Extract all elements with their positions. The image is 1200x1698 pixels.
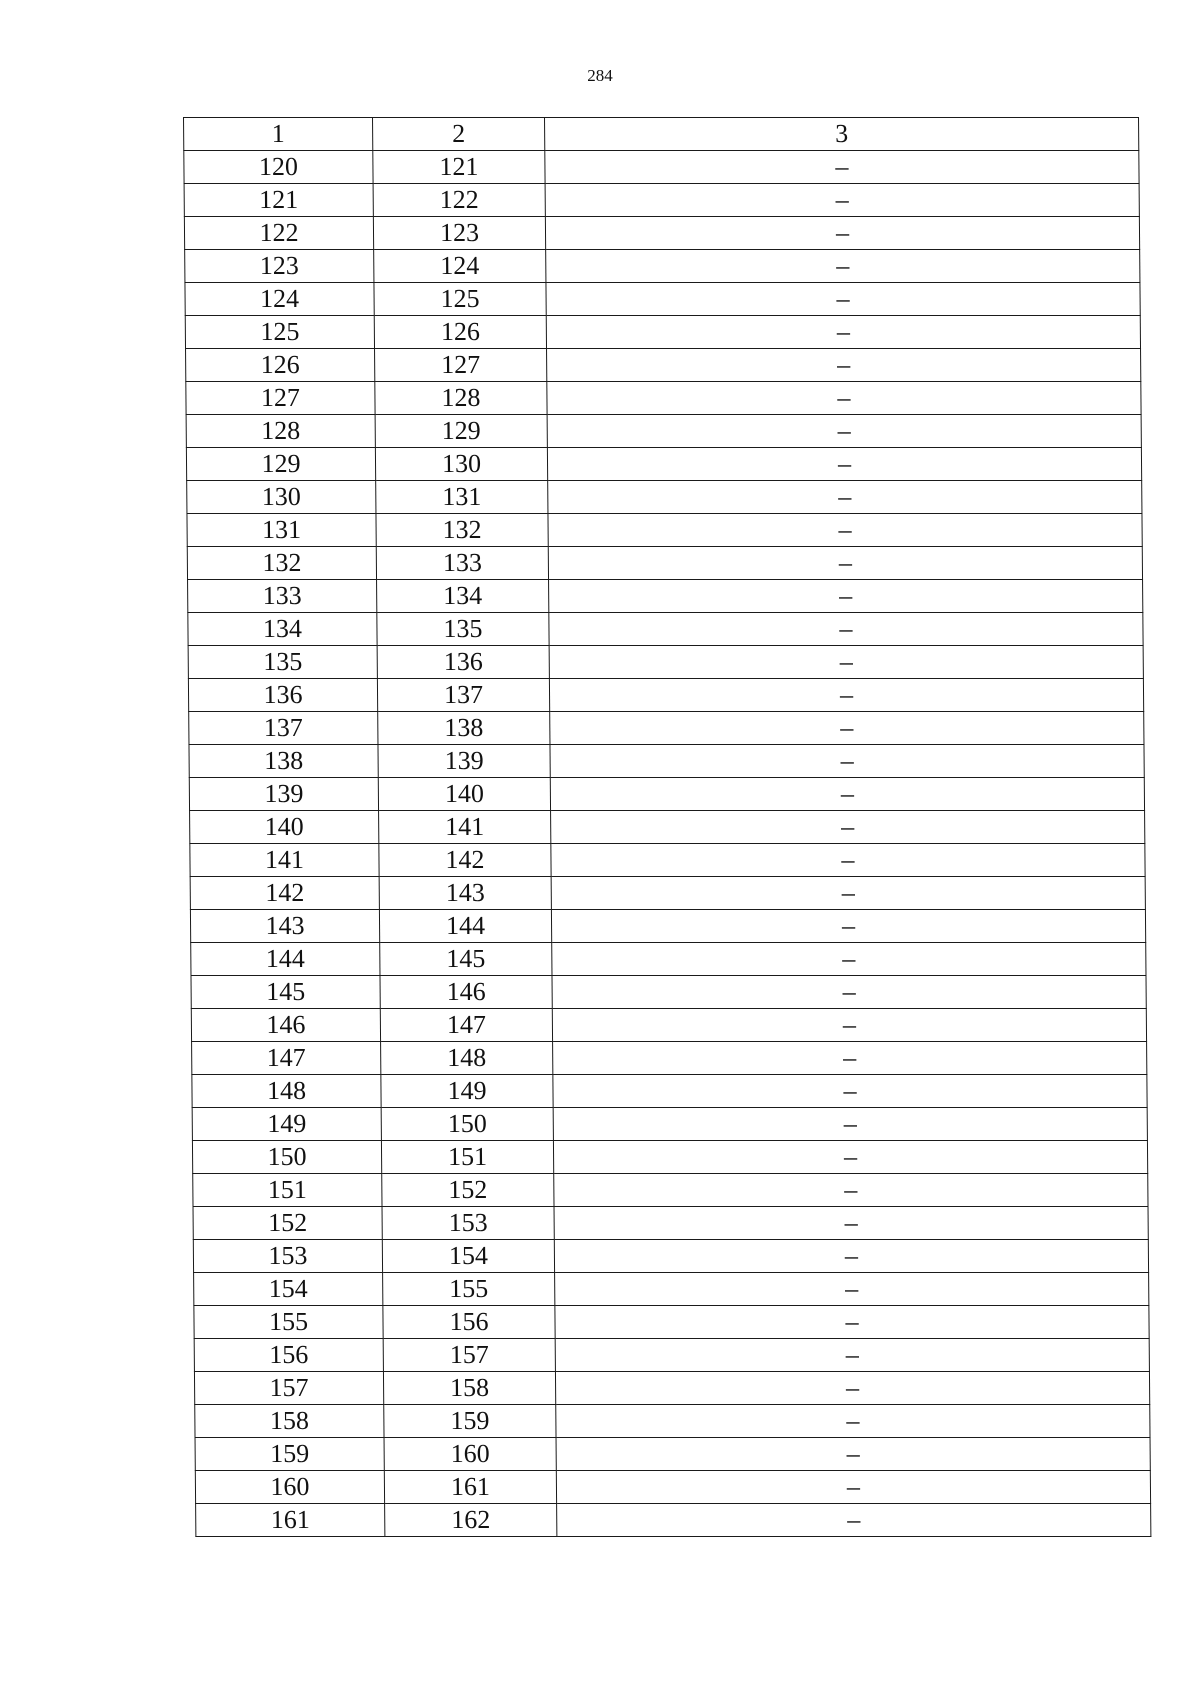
table-cell-col-3: – [554,1174,1148,1207]
table-cell-col-3: – [546,250,1140,283]
table-cell-col-2: 153 [382,1207,554,1240]
table-cell-col-1: 127 [186,382,375,415]
table-cell-col-2: 130 [375,448,547,481]
table-cell-col-3: – [550,745,1144,778]
table-row [192,1042,1147,1075]
table-cell-col-1: 148 [192,1075,381,1108]
table-cell-col-1: 143 [190,910,379,943]
table-row [194,1372,1149,1405]
table-cell-col-1: 155 [194,1306,383,1339]
table-cell-col-3: – [546,283,1140,316]
table-cell-col-2: 129 [375,415,547,448]
table-row [186,349,1141,382]
table-row [185,316,1140,349]
table-cell-col-3: – [548,514,1142,547]
table-cell-col-3: – [554,1207,1148,1240]
table-cell-col-1: 156 [194,1339,383,1372]
table-row [193,1240,1148,1273]
table-cell-col-2: 154 [382,1240,554,1273]
table-cell-col-1: 141 [190,844,379,877]
table-cell-col-2: 123 [373,217,545,250]
table-cell-col-1: 151 [193,1174,382,1207]
table-cell-col-3: – [549,613,1143,646]
table-cell-col-1: 158 [195,1405,384,1438]
table-cell-col-1: 128 [186,415,375,448]
table-cell-col-2: 127 [375,349,547,382]
table-cell-col-1: 125 [185,316,374,349]
table-cell-col-3: – [556,1438,1150,1471]
table-cell-col-3: – [553,1108,1147,1141]
table-cell-col-1: 120 [184,151,373,184]
table-cell-col-1: 147 [192,1042,381,1075]
table-cell-col-1: 121 [184,184,373,217]
table-cell-col-1: 145 [191,976,380,1009]
table-cell-col-3: – [548,547,1142,580]
table-cell-col-3: – [557,1504,1151,1537]
table-cell-col-1: 134 [188,613,377,646]
table-cell-col-2: 138 [378,712,550,745]
table-row [192,1141,1147,1174]
table-cell-col-1: 124 [185,283,374,316]
table-row [189,778,1144,811]
table-cell-col-1: 142 [190,877,379,910]
table-cell-col-2: 152 [382,1174,554,1207]
table-cell-col-1: 154 [194,1273,383,1306]
table-cell-col-2: 122 [373,184,545,217]
table-cell-col-1: 129 [186,448,375,481]
table-row [192,1075,1147,1108]
table-row [190,844,1145,877]
table-cell-col-2: 125 [374,283,546,316]
table-cell-col-2: 161 [384,1471,556,1504]
table-cell-col-1: 150 [192,1141,381,1174]
table-cell-col-1: 137 [189,712,378,745]
table-cell-col-3: – [546,316,1140,349]
table-cell-col-3: – [555,1372,1149,1405]
table-cell-col-1: 140 [190,811,379,844]
table-cell-col-1: 132 [187,547,376,580]
table-row [194,1306,1149,1339]
table-cell-col-2: 149 [381,1075,553,1108]
table-row [188,679,1143,712]
table-cell-col-3: – [547,415,1141,448]
table-cell-col-3: – [553,1141,1147,1174]
page-number: 284 [587,66,613,85]
table-cell-col-3: – [550,778,1144,811]
table-row [193,1174,1148,1207]
table-cell-col-2: 124 [374,250,546,283]
table-cell-col-3: – [547,448,1141,481]
table-row [192,1108,1147,1141]
table-cell-col-3: – [552,1009,1146,1042]
table-row [186,415,1141,448]
table-cell-col-2: 148 [381,1042,553,1075]
table-row [185,283,1140,316]
table-row [191,976,1146,1009]
table-cell-col-1: 160 [195,1471,384,1504]
table-row [187,547,1142,580]
table-cell-col-3: – [551,877,1145,910]
table-row [188,580,1143,613]
table-cell-col-3: – [549,679,1143,712]
table-cell-col-2: 134 [377,580,549,613]
table-row [186,382,1141,415]
table-cell-col-1: 131 [187,514,376,547]
table-row [194,1339,1149,1372]
table-cell-col-1: 126 [186,349,375,382]
table-row [187,514,1142,547]
table-header-row [184,118,1139,151]
table-cell-col-2: 146 [380,976,552,1009]
table-cell-col-2: 141 [379,811,551,844]
table-cell-col-3: – [551,844,1145,877]
table-cell-col-3: – [545,217,1139,250]
table-cell-col-3: – [556,1405,1150,1438]
table-cell-col-1: 123 [185,250,374,283]
table-cell-col-3: – [556,1471,1150,1504]
table-row [195,1438,1150,1471]
table-cell-col-3: – [551,910,1145,943]
table-cell-col-2: 157 [383,1339,555,1372]
table-cell-col-2: 140 [378,778,550,811]
table-row [184,151,1139,184]
table-cell-col-3: – [545,151,1139,184]
table-body [184,118,1151,1537]
table-cell-col-2: 143 [379,877,551,910]
table-cell-col-3: – [554,1240,1148,1273]
table-row [189,745,1144,778]
table-cell-col-1: 144 [191,943,380,976]
table-cell-col-1: 146 [191,1009,380,1042]
table-cell-col-1: 159 [195,1438,384,1471]
table-row [188,613,1143,646]
table-cell-col-1: 152 [193,1207,382,1240]
table-cell-col-2: 142 [379,844,551,877]
table-cell-col-3: – [548,481,1142,514]
table-cell-col-2: 126 [374,316,546,349]
table-row [193,1207,1148,1240]
table-cell-col-3: – [555,1306,1149,1339]
table-cell-col-2: 160 [384,1438,556,1471]
table-cell-col-2: 133 [376,547,548,580]
table-row [184,217,1139,250]
table-cell-col-2: 137 [377,679,549,712]
table-cell-col-2: 131 [376,481,548,514]
table-cell-col-3: – [555,1339,1149,1372]
table-cell-col-3: – [552,943,1146,976]
table-row [190,910,1145,943]
table-cell-col-3: – [549,646,1143,679]
table-cell-col-3: – [553,1042,1147,1075]
table-cell-col-2: 136 [377,646,549,679]
table-cell-col-2: 156 [383,1306,555,1339]
table-row [195,1405,1150,1438]
table-row [190,877,1145,910]
table-cell-col-3: – [553,1075,1147,1108]
table-row [195,1471,1150,1504]
table-row [188,646,1143,679]
table-cell-col-2: 132 [376,514,548,547]
table-cell-col-3: – [552,976,1146,1009]
table-cell-col-1: 153 [193,1240,382,1273]
table-row [186,448,1141,481]
table-row [190,811,1145,844]
table-cell-col-2: 144 [379,910,551,943]
table-row [191,943,1146,976]
table-cell-col-3: – [549,580,1143,613]
table-cell-col-2: 145 [380,943,552,976]
table-row [187,481,1142,514]
table-cell-col-3: – [545,184,1139,217]
table-row [184,184,1139,217]
table-cell-col-2: 121 [373,151,545,184]
table-cell-col-2: 128 [375,382,547,415]
table-cell-col-1: 135 [188,646,377,679]
table-row [189,712,1144,745]
table-cell-col-2: 158 [383,1372,555,1405]
table-row [194,1273,1149,1306]
column-header-3: 3 [545,118,1139,151]
table-cell-col-1: 139 [189,778,378,811]
table-cell-col-3: – [550,712,1144,745]
table-cell-col-3: – [547,349,1141,382]
table-cell-col-1: 133 [188,580,377,613]
table-row [191,1009,1146,1042]
table-cell-col-1: 149 [192,1108,381,1141]
table-cell-col-2: 139 [378,745,550,778]
column-header-2: 2 [373,118,545,151]
column-header-1: 1 [184,118,373,151]
table-cell-col-1: 136 [188,679,377,712]
data-table [183,117,1151,1537]
table-cell-col-2: 135 [377,613,549,646]
table-cell-col-3: – [555,1273,1149,1306]
table-cell-col-2: 159 [384,1405,556,1438]
table-cell-col-2: 147 [380,1009,552,1042]
table-cell-col-1: 130 [187,481,376,514]
table-cell-col-2: 151 [381,1141,553,1174]
table-row [196,1504,1151,1537]
table-cell-col-3: – [547,382,1141,415]
table-row [185,250,1140,283]
table-cell-col-1: 138 [189,745,378,778]
table-cell-col-3: – [551,811,1145,844]
table-cell-col-1: 157 [194,1372,383,1405]
table-cell-col-2: 155 [383,1273,555,1306]
table-cell-col-1: 122 [184,217,373,250]
table-cell-col-2: 150 [381,1108,553,1141]
table-cell-col-2: 162 [385,1504,557,1537]
table-cell-col-1: 161 [196,1504,385,1537]
